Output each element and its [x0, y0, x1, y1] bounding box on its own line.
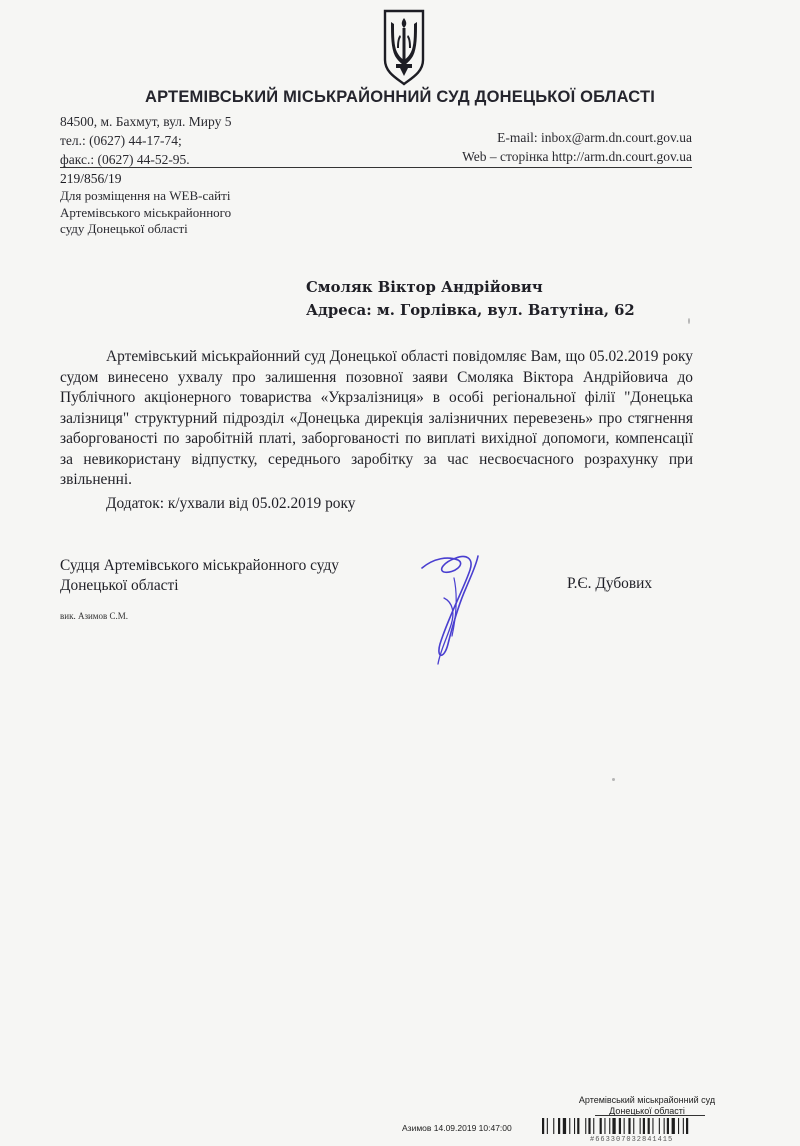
attachment-line: Додаток: к/ухвали від 05.02.2019 року [106, 495, 356, 512]
court-email: E-mail: inbox@arm.dn.court.gov.ua [497, 130, 692, 145]
addressee-address: Адреса: м. Горлівка, вул. Ватутіна, 62 [306, 302, 635, 319]
signer-name: Р.Є. Дубових [567, 575, 653, 592]
signer-title-line: Судця Артемівського міськрайонного суду [60, 557, 339, 574]
court-website: Web – сторінка http://arm.dn.court.gov.ua [462, 149, 692, 164]
paper-speck [612, 778, 615, 781]
paper-speck [688, 318, 690, 324]
court-address: 84500, м. Бахмут, вул. Миру 5 [60, 114, 232, 129]
case-number: 219/856/19 [60, 171, 122, 186]
header-divider [60, 167, 692, 168]
publication-note-line: суду Донецької області [60, 221, 188, 236]
publication-note [60, 188, 231, 238]
registration-stamp [572, 1095, 722, 1117]
stamp-divider [595, 1115, 705, 1116]
stamp-line: Донецької області [609, 1106, 685, 1116]
stamp-line: Артемівський міськрайонний суд [578, 1095, 716, 1105]
coat-of-arms-icon [382, 8, 426, 86]
addressee-name: Смоляк Віктор Андрійович [306, 279, 543, 296]
court-fax: факс.: (0627) 44-52-95. [60, 152, 190, 167]
court-phone: тел.: (0627) 44-17-74; [60, 133, 182, 148]
addressee-block [306, 276, 635, 322]
barcode-number: #663307032841415 [590, 1136, 674, 1144]
executor-note: вик. Азимов С.М. [60, 611, 129, 621]
court-contacts-right [410, 128, 692, 166]
signer-title-line: Донецької області [60, 577, 179, 594]
registration-timestamp: Азимов 14.09.2019 10:47:00 [402, 1123, 512, 1133]
notice-paragraph: Артемівський міськрайонний суд Донецької області повідомляє Вам, що 05.02.2019 року судом винесено ухвалу про залишення позовної заяви Смоляка Віктора Андрійовича до Публічного акціонерного товариства «Укрзалізниця» в особі регіональної філії "Донецька залізниця" структурний підрозділ «Донецька дирекція залізничних перевезень» про стягнення заборгованості по заробітній платі, заборгованості по виплаті вихідної допомоги, компенсації за невикористану відпустку, середнього заробітку за час несвоєчасного розрахунку при звільненні. [60, 348, 693, 488]
handwritten-signature [414, 548, 486, 668]
publication-note-line: Для розміщення на WEB-сайті [60, 188, 231, 203]
court-name: АРТЕМІВСЬКИЙ МІСЬКРАЙОННИЙ СУД ДОНЕЦЬКОЇ ОБЛАСТІ [144, 88, 656, 106]
barcode-icon [542, 1118, 732, 1134]
signer-title [60, 556, 339, 596]
court-contacts-left [60, 112, 231, 169]
publication-note-line: Артемівського міськрайонного [60, 204, 232, 220]
